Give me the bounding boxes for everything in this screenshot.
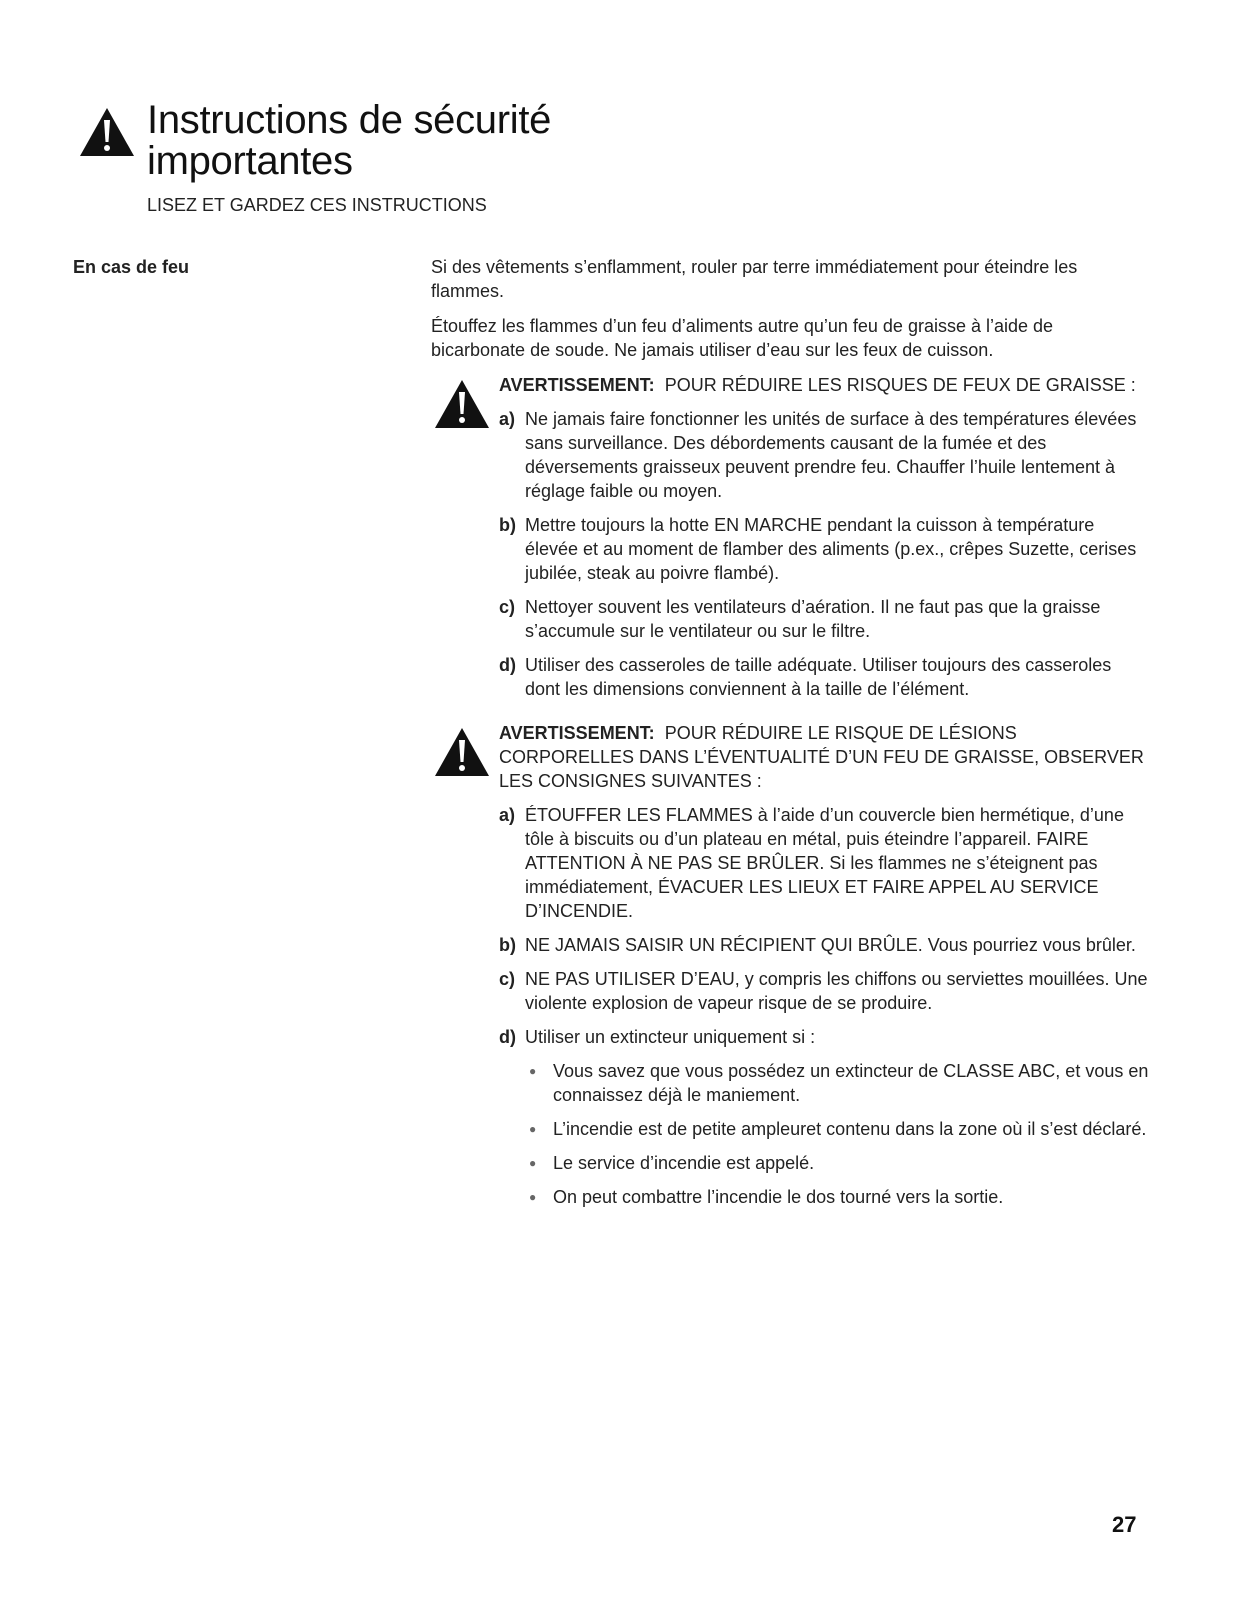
section-body	[431, 255, 1151, 1239]
list-item: d) Utiliser des casseroles de taille adéquate. Utiliser toujours des casseroles dont les dimensions conviennent à la taille de l’élément.	[499, 655, 1112, 699]
warning-list	[499, 803, 1151, 1219]
list-item: b) NE JAMAIS SAISIR UN RÉCIPIENT QUI BRÛLE. Vous pourriez vous brûler.	[499, 935, 1136, 955]
list-item: c) Nettoyer souvent les ventilateurs d’aération. Il ne faut pas que la graisse s’accumule sur le ventilateur ou sur le filtre.	[499, 597, 1101, 641]
bullet-item: ● Le service d’incendie est appelé.	[525, 1151, 1151, 1175]
page-number: 27	[1112, 1512, 1137, 1537]
bullet-item: ● L’incendie est de petite ampleuret contenu dans la zone où il s’est déclaré.	[525, 1117, 1151, 1141]
title-line-2: importantes	[147, 139, 353, 183]
warning-block	[431, 721, 1151, 1229]
bullet-icon: ●	[529, 1190, 537, 1204]
warning-triangle-icon	[433, 378, 491, 430]
paragraph: Si des vêtements s’enflamment, rouler par terre immédiatement pour éteindre les flammes.	[431, 257, 1078, 301]
list-item: a) Ne jamais faire fonctionner les unités de surface à des températures élevées sans surveillance. Des débordements causant de la fumée et des déversements graisseux peuvent prendre feu. Chauffer l’huile lentement à réglage faible ou moyen.	[499, 409, 1137, 501]
warning-label: AVERTISSEMENT:	[499, 375, 655, 395]
warning-label: AVERTISSEMENT:	[499, 723, 655, 743]
warning-triangle-icon	[78, 106, 136, 158]
warning-block	[431, 373, 1151, 711]
list-item: d) Utiliser un extincteur uniquement si : ● Vous savez que vous possédez un extincteur de CLASSE ABC, et vous en connaissez déjà le maniement. ● L’incendie est de petite ampleuret contenu dans la zone où il s’est déclaré. ● Le service d’incendie est appelé. ● On peut combattre l’incendie le dos tourné vers la sortie.	[499, 1025, 1151, 1219]
bullet-list	[525, 1059, 1151, 1209]
warning-text: POUR RÉDUIRE LES RISQUES DE FEUX DE GRAISSE :	[664, 375, 1136, 395]
warning-list	[499, 407, 1151, 701]
page-subtitle: LISEZ ET GARDEZ CES INSTRUCTIONS	[147, 195, 487, 215]
page-title	[147, 100, 551, 182]
warning-triangle-icon	[433, 726, 491, 778]
list-item: c) NE PAS UTILISER D’EAU, y compris les chiffons ou serviettes mouillées. Une violente explosion de vapeur risque de se produire.	[499, 969, 1148, 1013]
list-item: b) Mettre toujours la hotte EN MARCHE pendant la cuisson à température élevée et au moment de flamber des aliments (p.ex., crêpes Suzette, cerises jubilée, steak au poivre flambé).	[499, 515, 1137, 583]
bullet-item: ● On peut combattre l’incendie le dos tourné vers la sortie.	[525, 1185, 1151, 1209]
bullet-icon: ●	[529, 1064, 537, 1078]
warning-heading	[499, 373, 1151, 397]
bullet-icon: ●	[529, 1122, 537, 1136]
section-label: En cas de feu	[73, 257, 190, 277]
paragraph: Étouffez les flammes d’un feu d’aliments autre qu’un feu de graisse à l’aide de bicarbonate de soude. Ne jamais utiliser d’eau sur les feux de cuisson.	[431, 316, 1054, 360]
warning-text: POUR RÉDUIRE LE RISQUE DE LÉSIONS CORPORELLES DANS L’ÉVENTUALITÉ D’UN FEU DE GRAISSE, OBSERVER LES CONSIGNES SUIVANTES :	[499, 723, 1144, 791]
warning-heading	[499, 721, 1151, 793]
title-line-1: Instructions de sécurité	[147, 98, 552, 142]
bullet-icon: ●	[529, 1156, 537, 1170]
list-item: a) ÉTOUFFER LES FLAMMES à l’aide d’un couvercle bien hermétique, d’une tôle à biscuits ou d’un plateau en métal, puis éteindre l’appareil. FAIRE ATTENTION À NE PAS SE BRÛLER. Si les flammes ne s’éteignent pas immédiatement, ÉVACUER LES LIEUX ET FAIRE APPEL AU SERVICE D’INCENDIE.	[499, 805, 1124, 921]
bullet-item: ● Vous savez que vous possédez un extincteur de CLASSE ABC, et vous en connaissez déjà le maniement.	[525, 1059, 1151, 1107]
